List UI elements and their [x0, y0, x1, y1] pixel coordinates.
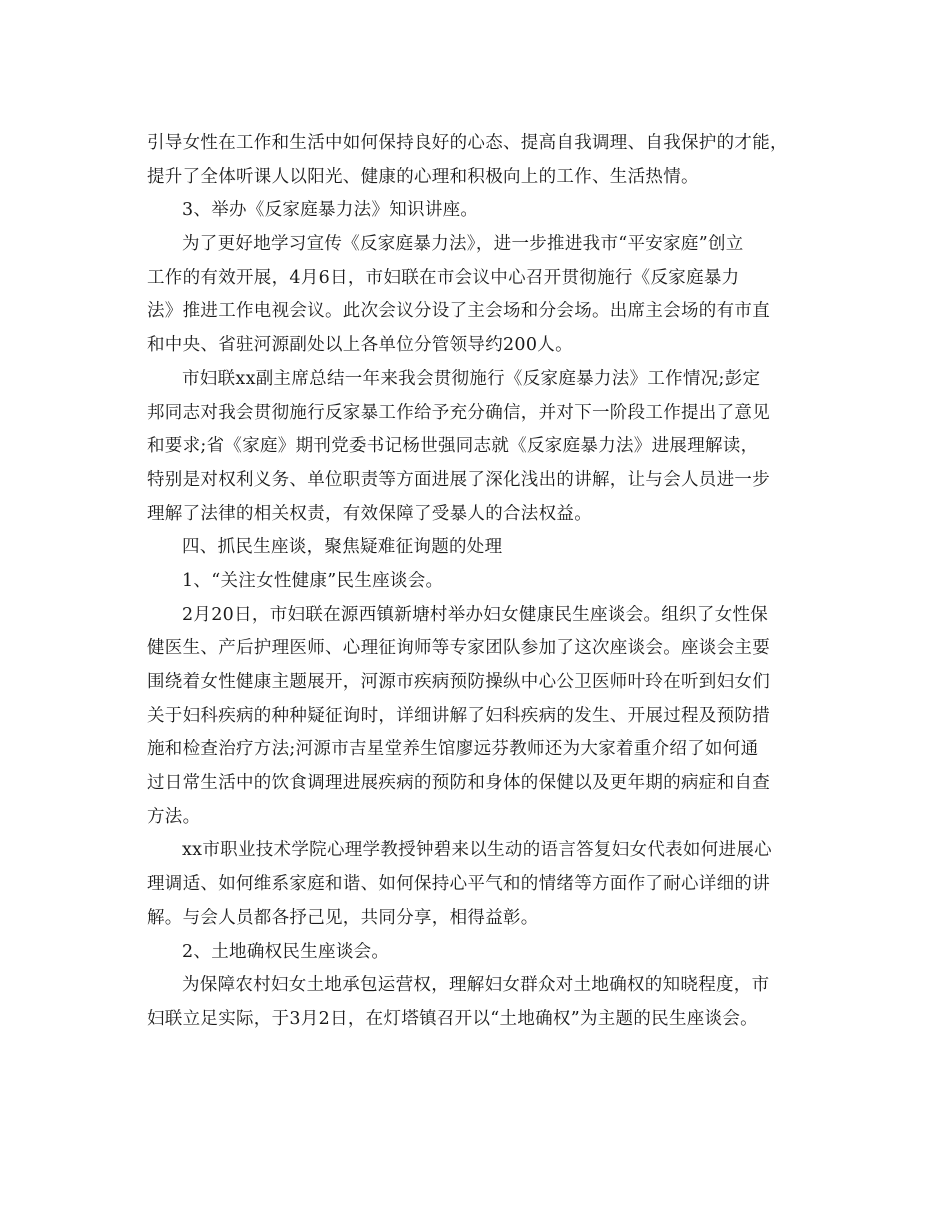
text-line: 健医生、产后护理医师、心理征询师等专家团队参加了这次座谈会。座谈会主要	[147, 638, 770, 659]
text-line: 解。与会人员都各抒己见，共同分享，相得益彰。	[147, 907, 539, 928]
text-line: 围绕着女性健康主题展开，河源市疾病预防操纵中心公卫医师叶玲在听到妇女们	[147, 672, 770, 692]
text-line: 引导女性在工作和生活中如何保持良好的心态、提高自我调理、自我保护的才能，	[147, 133, 788, 153]
text-line: 特别是对权利义务、单位职责等方面进展了深化浅出的讲解，让与会人员进一步	[147, 469, 770, 490]
text-line: 方法。	[147, 806, 201, 827]
text-line: 法》推进工作电视会议。此次会议分设了主会场和分会场。出席主会场的有市直	[147, 301, 770, 322]
subsection-heading: 1、“关注女性健康”民生座谈会。	[182, 570, 444, 591]
text-line: 和要求;省《家庭》期刊党委书记杨世强同志就《反家庭暴力法》进展理解读，	[147, 436, 759, 457]
text-line: 提升了全体听课人以阳光、健康的心理和积极向上的工作、生活热情。	[147, 166, 699, 187]
document-body	[147, 127, 812, 1037]
text-line: 和中央、省驻河源副处以上各单位分管领导约200人。	[147, 335, 573, 356]
text-line: 2月20日，市妇联在源西镇新塘村举办妇女健康民生座谈会。组织了女性保	[182, 604, 769, 625]
text-line: 理解了法律的相关权责，有效保障了受暴人的合法权益。	[147, 503, 592, 524]
text-line: 理调适、如何维系家庭和谐、如何保持心平气和的情绪等方面作了耐心详细的讲	[147, 874, 770, 895]
text-line: 市妇联xx副主席总结一年来我会贯彻施行《反家庭暴力法》工作情况;彭定	[182, 368, 761, 389]
section-heading: 3、举办《反家庭暴力法》知识讲座。	[182, 200, 479, 221]
text-line: 工作的有效开展，4月6日，市妇联在市会议中心召开贯彻施行《反家庭暴力	[147, 267, 740, 288]
text-line: 妇联立足实际，于3月2日，在灯塔镇召开以“土地确权”为主题的民生座谈会。	[147, 1008, 758, 1029]
text-line: 施和检查治疗方法;河源市吉星堂养生馆廖远芬教师还为大家着重介绍了如何通	[147, 739, 759, 760]
text-line: 为保障农村妇女土地承包运营权，理解妇女群众对土地确权的知晓程度，市	[182, 975, 770, 996]
text-line: 邦同志对我会贯彻施行反家暴工作给予充分确信，并对下一阶段工作提出了意见	[147, 402, 770, 423]
text-line: xx市职业技术学院心理学教授钟碧来以生动的语言答复妇女代表如何进展心	[182, 840, 772, 861]
text-line: 为了更好地学习宣传《反家庭暴力法》，进一步推进我市“平安家庭”创立	[182, 234, 744, 255]
section-heading: 四、抓民生座谈，聚焦疑难征询题的处理	[182, 537, 503, 558]
text-line: 过日常生活中的饮食调理进展疾病的预防和身体的保健以及更年期的病症和自查	[147, 773, 770, 794]
subsection-heading: 2、土地确权民生座谈会。	[182, 941, 390, 962]
text-line: 关于妇科疾病的种种疑征询时，详细讲解了妇科疾病的发生、开展过程及预防措	[147, 705, 770, 726]
